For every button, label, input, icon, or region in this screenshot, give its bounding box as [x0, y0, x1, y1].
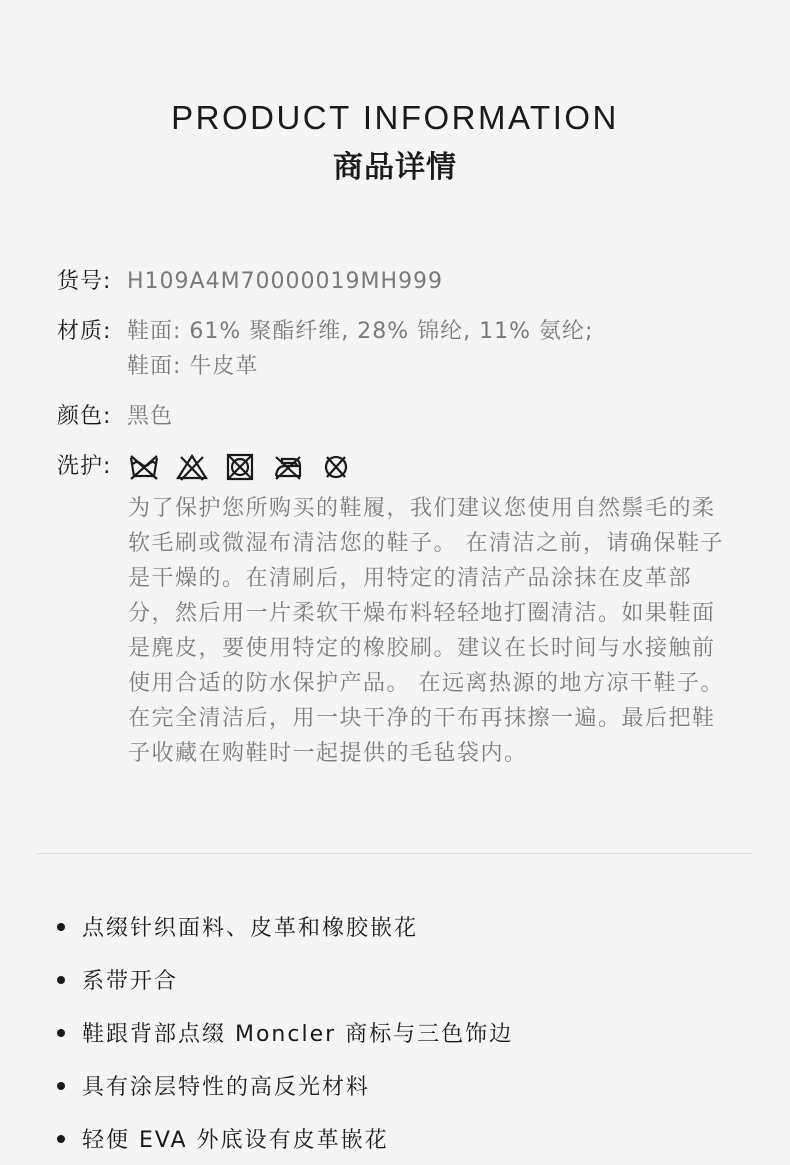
do-not-iron-icon — [271, 452, 305, 482]
bullet-icon — [57, 1135, 65, 1143]
care-row — [57, 449, 353, 484]
color-value: 黑色 — [127, 404, 174, 429]
care-icons — [127, 449, 353, 484]
feature-item — [57, 1059, 513, 1112]
care-label: 洗护: — [57, 454, 112, 479]
sku-value: H109A4M70000019MH999 — [127, 269, 444, 294]
do-not-dry-clean-icon — [319, 452, 353, 482]
bullet-icon — [57, 976, 65, 984]
sku-row — [57, 264, 443, 299]
feature-text: 轻便 EVA 外底设有皮革嵌花 — [82, 1128, 389, 1153]
feature-text: 具有涂层特性的高反光材料 — [82, 1075, 371, 1100]
material-row — [57, 314, 593, 384]
bullet-icon — [57, 1082, 65, 1090]
do-not-wash-icon — [127, 452, 161, 482]
care-instructions: 为了保护您所购买的鞋履，我们建议您使用自然鬃毛的柔软毛刷或微湿布清洁您的鞋子。 在清洁之前，请确保鞋子是干燥的。在清刷后，用特定的清洁产品涂抹在皮革部分，然后用一片柔软干燥布料轻轻地打圈清洁。如果鞋面是麂皮，要使用特定的橡胶刷。建议在长时间与水接触前使用合适的防水保护产品。 在远离热源的地方凉干鞋子。在完全清洁后，用一块干净的干布再抹擦一遍。最后把鞋子收藏在购鞋时一起提供的毛毡袋内。 — [128, 496, 724, 766]
title-en: PRODUCT INFORMATION — [171, 99, 619, 136]
section-divider — [37, 853, 753, 854]
feature-item — [57, 900, 513, 953]
product-info-header — [0, 96, 790, 188]
color-label: 颜色: — [57, 404, 112, 429]
feature-item — [57, 1112, 513, 1165]
title-cn: 商品详情 — [333, 150, 457, 185]
feature-item — [57, 1006, 513, 1059]
bullet-icon — [57, 1029, 65, 1037]
bullet-icon — [57, 923, 65, 931]
material-line-2: 鞋面: 牛皮革 — [127, 354, 259, 379]
material-line-1: 鞋面: 61% 聚酯纤维, 28% 锦纶, 11% 氨纶; — [127, 319, 594, 344]
feature-text: 系带开合 — [82, 969, 179, 994]
feature-item — [57, 953, 513, 1006]
sku-label: 货号: — [57, 269, 112, 294]
feature-text: 点缀针织面料、皮革和橡胶嵌花 — [82, 916, 419, 941]
feature-text: 鞋跟背部点缀 Moncler 商标与三色饰边 — [82, 1022, 514, 1047]
material-label: 材质: — [57, 319, 112, 344]
do-not-bleach-icon — [175, 452, 209, 482]
color-row — [57, 399, 173, 434]
do-not-tumble-dry-icon — [223, 452, 257, 482]
feature-list — [57, 900, 513, 1165]
